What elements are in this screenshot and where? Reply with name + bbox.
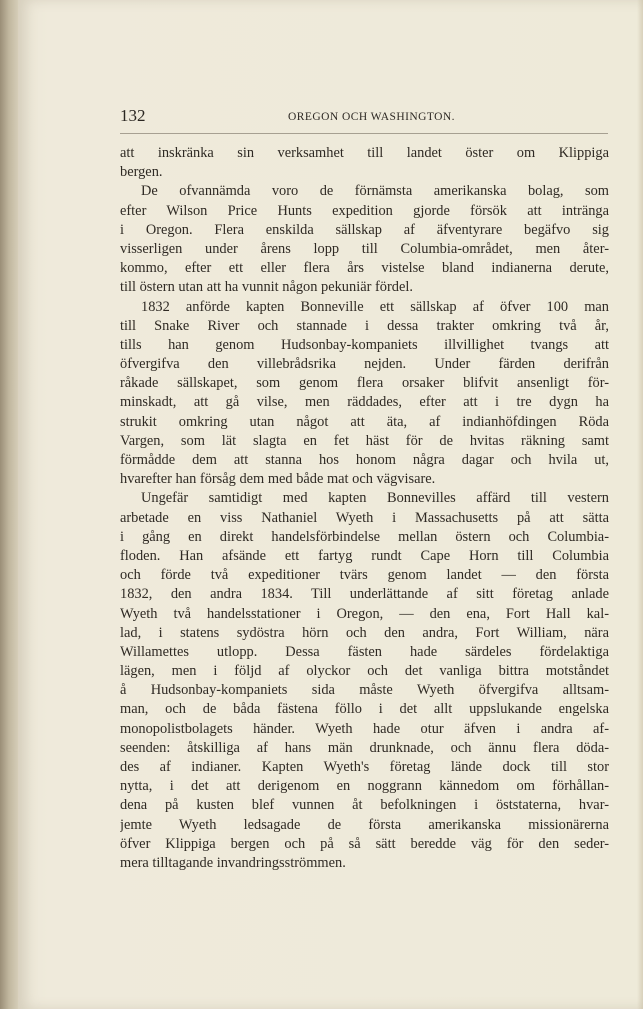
- text-line: 1832, den andra 1834. Till underlättande af sitt företag anlade: [120, 586, 609, 603]
- text-line: Willamettes utlopp. Dessa fästen hade särdeles fördelaktiga: [120, 643, 609, 660]
- book-page: [18, 0, 643, 1009]
- text-line: lägen, men i följd af olyckor och det vanliga bittra motståndet: [120, 663, 609, 680]
- text-line: strukit omkring utan något att äta, af indianhöfdingen Röda: [120, 413, 609, 430]
- text-line: man, och de båda fästena föllo i det allt uppslukande engelska: [120, 701, 609, 718]
- text-line: visserligen under årens lopp till Columbia-området, men åter-: [120, 240, 609, 257]
- text-line: å Hudsonbay-kompaniets sida måste Wyeth öfvergifva alltsam-: [120, 682, 609, 699]
- text-line: tills han genom Hudsonbay-kompaniets illvillighet tvangs att: [120, 336, 609, 353]
- text-line: Wyeth två handelsstationer i Oregon, — den ena, Fort Hall kal-: [120, 605, 609, 622]
- running-head: OREGON OCH WASHINGTON.: [288, 111, 455, 123]
- text-line: att inskränka sin verksamhet till landet öster om Klippiga: [120, 145, 609, 161]
- text-line: lad, i statens sydöstra hörn och den andra, Fort William, nära: [120, 624, 609, 641]
- book-spine-shadow: [0, 0, 20, 1009]
- text-line: hvarefter han försåg dem med både mat och vägvisare.: [120, 471, 436, 488]
- text-line: jemte Wyeth ledsagade de första amerikanska missionärerna: [120, 816, 609, 833]
- text-line: nytta, i det att derigenom en noggrann kännedom om förhållan-: [120, 778, 609, 795]
- text-line: arbetade en viss Nathaniel Wyeth i Massachusetts på att sätta: [120, 509, 609, 526]
- text-line: kommo, efter ett eller flera års vistelse bland indianerna derute,: [120, 260, 609, 277]
- text-line: öfver Klippiga bergen och på så sätt beredde väg för den seder-: [120, 835, 609, 852]
- text-line: till Snake River och stannade i dessa trakter omkring två år,: [120, 317, 609, 334]
- text-line: råkade sällskapet, som genom flera orsaker blifvit ansenligt för-: [120, 375, 609, 392]
- text-line: efter Wilson Price Hunts expedition gjorde försök att intränga: [120, 202, 609, 219]
- text-line: Vargen, som lät slagta en fet häst för de hvitas räkning samt: [120, 432, 609, 449]
- text-line: minskadt, att gå vilse, men räddades, efter att i tre dygn ha: [120, 394, 609, 411]
- text-line: och förde två expeditioner tvärs genom landet — den första: [120, 567, 609, 584]
- body-text: [120, 144, 609, 873]
- text-line: des af indianer. Kapten Wyeth's företag lände dock till stor: [120, 759, 609, 775]
- text-line: i gång en direkt handelsförbindelse mellan östern och Columbia-: [120, 528, 609, 545]
- text-line: öfvergifva den villebrådsrika nejden. Under färden derifrån: [120, 356, 609, 373]
- text-line: floden. Han afsände ett fartyg rundt Cape Horn till Columbia: [120, 547, 609, 564]
- text-line: förmådde dem att stanna hos honom några dagar och hvila ut,: [120, 452, 609, 468]
- page-number: 132: [120, 106, 146, 125]
- text-line: seenden: åtskilliga af hans män drunknade, och ännu flera döda-: [120, 739, 609, 756]
- text-line: i Oregon. Flera enskilda sällskap af äfventyrare begäfvo sig: [120, 221, 609, 238]
- text-line: bergen.: [120, 164, 163, 181]
- text-line: mera tilltagande invandringsströmmen.: [120, 854, 346, 871]
- text-line: till östern utan att ha vunnit någon pekuniär fördel.: [120, 279, 413, 296]
- page-edge: [637, 0, 643, 1009]
- header-rule: [120, 133, 608, 134]
- text-line: Ungefär samtidigt med kapten Bonnevilles affärd till vestern: [141, 490, 609, 507]
- text-line: De ofvannämda voro de förnämsta amerikanska bolag, som: [141, 183, 609, 200]
- text-line: 1832 anförde kapten Bonneville ett sällskap af öfver 100 man: [141, 298, 609, 315]
- text-line: monopolistbolagets händer. Wyeth hade otur äfven i andra af-: [120, 720, 609, 737]
- text-line: dena på kusten blef vunnen åt befolkningen i öststaterna, hvar-: [120, 797, 609, 814]
